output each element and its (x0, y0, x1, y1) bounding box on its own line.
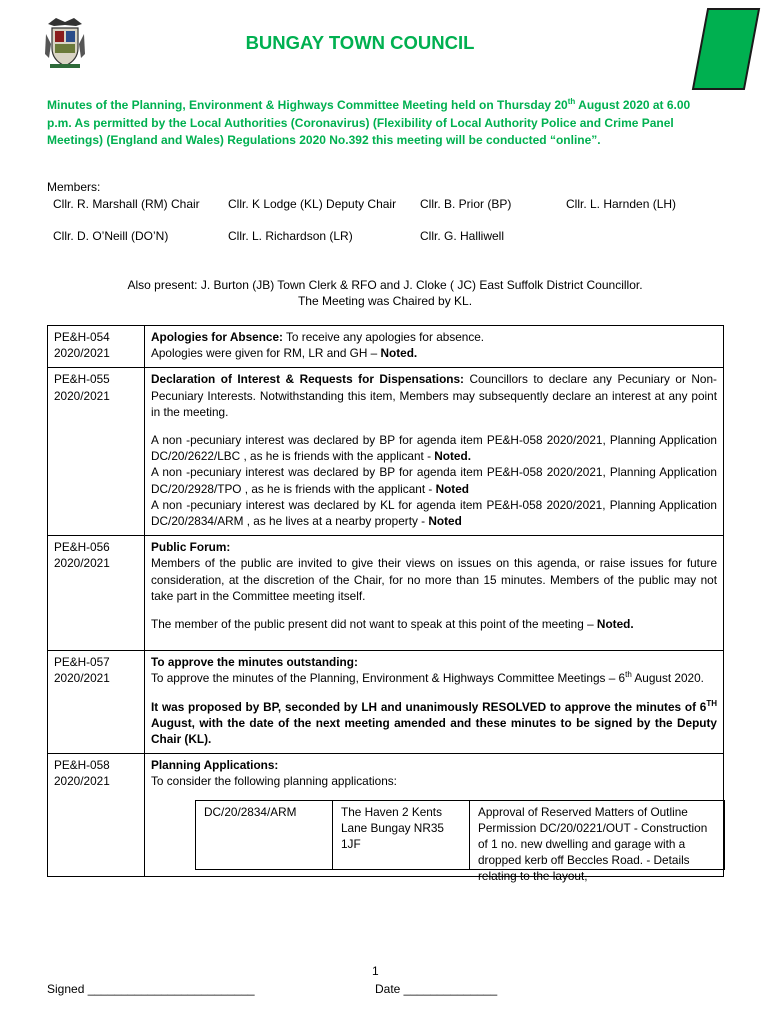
signature-line: Signed _________________________ (47, 982, 255, 996)
chaired-by: The Meeting was Chaired by KL. (297, 294, 473, 308)
item-body: To approve the minutes outstanding: To approve the minutes of the Planning, Environment & Highways Committee Meetings – 6th August 2020. It was proposed by BP, seconded by LH and unanimously RESOLVED to approve the minutes of 6TH August, with the date of the next meeting amended and these minutes to be signed by the Deputy Chair (KL). (145, 651, 724, 754)
table-row (48, 651, 724, 754)
meeting-intro: Minutes of the Planning, Environment & Highways Committee Meeting held on Thursday 20th August 2020 at 6.00 p.m. As permitted by the Local Authorities (Coronavirus) (Flexibility of Local Authority Police and Crime Panel Meetings) (England and Wales) Regulations 2020 No.392 this meeting will be conducted “online”. (47, 97, 691, 147)
application-description: Approval of Reserved Matters of Outline Permission DC/20/0221/OUT - Construction of 1 no. new dwelling and garage with a dropped kerb off Beccles Road. - Details relating to the layout, (470, 800, 725, 869)
application-reference: DC/20/2834/ARM (196, 800, 333, 869)
table-row (48, 326, 724, 368)
item-ref: PE&H-056 2020/2021 (48, 536, 145, 651)
item-body: Apologies for Absence: To receive any apologies for absence. Apologies were given for RM, LR and GH – Noted. (145, 326, 724, 368)
applications-table (195, 800, 725, 884)
council-title: BUNGAY TOWN COUNCIL (245, 32, 475, 53)
page-number: 1 (372, 964, 379, 978)
member-gh: Cllr. G. Halliwell (420, 229, 505, 243)
member-lr: Cllr. L. Richardson (LR) (228, 229, 353, 243)
item-body: Declaration of Interest & Requests for Dispensations: Councillors to declare any Pecuniary or Non-Pecuniary Interests. Notwithstanding this item, Members may subsequently declare an interest at any point in the meeting. A non -pecuniary interest was declared by BP for agenda item PE&H-058 2020/2021, Planning Application DC/20/2622/LBC , as he is friends with the applicant - Noted. A non -pecuniary interest was declared by BP for agenda item PE&H-058 2020/2021, Planning Application DC/20/2928/TPO , as he is friends with the applicant - Noted A non -pecuniary interest was declared by KL for agenda item PE&H-058 2020/2021, Planning Application DC/20/2834/ARM , as he lives at a nearby property - Noted (145, 368, 724, 536)
members-label: Members: (47, 180, 101, 194)
application-address: The Haven 2 Kents Lane Bungay NR35 1JF (333, 800, 470, 869)
member-bp: Cllr. B. Prior (BP) (420, 197, 512, 211)
table-row (48, 368, 724, 536)
table-row (48, 536, 724, 651)
table-row (48, 754, 724, 876)
item-ref: PE&H-058 2020/2021 (48, 754, 145, 876)
item-body: Public Forum: Members of the public are invited to give their views on issues on this agenda, or raise issues for future consideration, at the discretion of the Chair, for no more than 15 minutes. Members of the public may not take part in the Committee meeting itself. The member of the public present did not want to speak at this point of the meeting – Noted. (145, 536, 724, 651)
also-present: Also present: J. Burton (JB) Town Clerk & RFO and J. Cloke ( JC) East Suffolk District Councillor. (127, 278, 643, 292)
item-ref: PE&H-055 2020/2021 (48, 368, 145, 536)
date-line: Date ______________ (375, 982, 498, 996)
member-don: Cllr. D. O’Neill (DO’N) (53, 229, 169, 243)
item-body: Planning Applications: To consider the following planning applications: DC/20/2834/ARM The Haven 2 Kents Lane Bungay NR35 1JF Approval of Reserved Matters of Outline Permission DC/20/0221/OUT - Construction of 1 no. new dwelling and garage with a dropped kerb off Beccles Road. - Details relating to the layout, (145, 754, 724, 876)
member-rm: Cllr. R. Marshall (RM) Chair (53, 197, 200, 211)
member-lh: Cllr. L. Harnden (LH) (566, 197, 677, 211)
item-ref: PE&H-054 2020/2021 (48, 326, 145, 368)
table-row (196, 800, 725, 869)
member-kl: Cllr. K Lodge (KL) Deputy Chair (228, 197, 397, 211)
item-ref: PE&H-057 2020/2021 (48, 651, 145, 754)
minutes-table (47, 325, 724, 884)
